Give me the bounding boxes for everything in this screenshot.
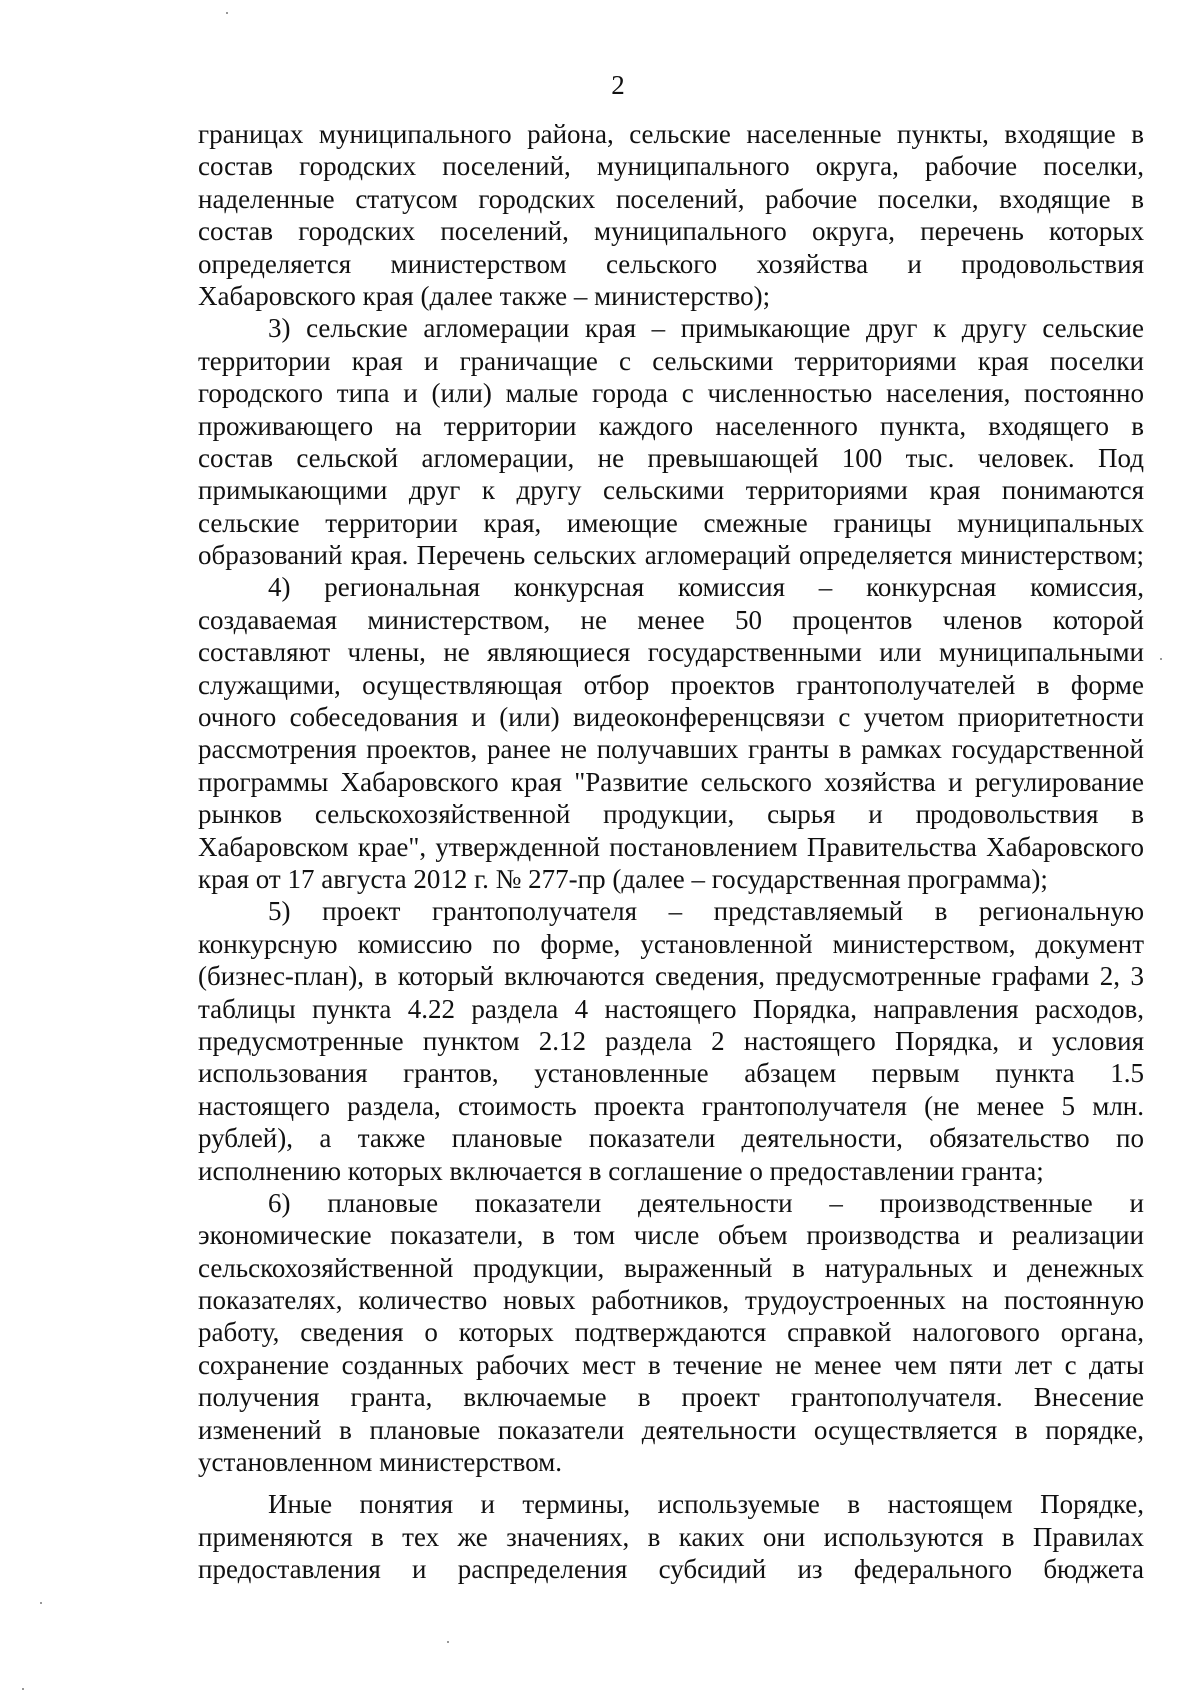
text-line: территории края и граничащие с сельскими территориями края поселки [198, 345, 1144, 376]
text-line: составляют члены, не являющиеся государственными или муниципальными [198, 637, 1144, 668]
paragraph-final-start: Иные понятия и термины, используемые в настоящем Порядке, [268, 1489, 1144, 1520]
text-line: городского типа и (или) малые города с численностью населения, постоянно [198, 378, 1144, 409]
scan-speck [22, 1688, 24, 1690]
text-line: рынков сельскохозяйственной продукции, сырья и продовольствия в [198, 799, 1144, 830]
paragraph-4-start: 4) региональная конкурсная комиссия – конкурсная комиссия, [268, 572, 1144, 603]
scan-speck [40, 1602, 42, 1604]
text-line: (бизнес-план), в который включаются сведения, предусмотренные графами 2, 3 [198, 961, 1144, 992]
text-line: настоящего раздела, стоимость проекта грантополучателя (не менее 5 млн. [198, 1090, 1144, 1121]
text-line: сельскохозяйственной продукции, выраженный в натуральных и денежных [198, 1252, 1144, 1283]
scan-speck [1160, 658, 1162, 660]
document-body [198, 118, 1144, 1586]
text-line: исполнению которых включается в соглашение о предоставлении гранта; [198, 1155, 1044, 1186]
text-line: сельские территории края, имеющие смежные границы муниципальных [198, 507, 1144, 538]
page-number: 2 [611, 70, 625, 100]
text-line: конкурсную комиссию по форме, установленной министерством, документ [198, 928, 1144, 959]
text-line: использования грантов, установленные абзацем первым пункта 1.5 [198, 1058, 1144, 1089]
text-line: очного собеседования и (или) видеоконференцсвязи с учетом приоритетности [198, 702, 1144, 733]
text-line: границах муниципального района, сельские населенные пункты, входящие в [198, 119, 1144, 149]
text-line: предоставления и распределения субсидий из федерального бюджета [198, 1554, 1144, 1585]
text-line: служащими, осуществляющая отбор проектов грантополучателей в форме [198, 669, 1144, 700]
text-line: установленном министерством. [198, 1447, 562, 1478]
text-line: примыкающими друг к другу сельскими территориями края понимаются [198, 475, 1144, 506]
text-line: экономические показатели, в том числе объем производства и реализации [198, 1220, 1144, 1251]
text-line: Хабаровском крае", утвержденной постановлением Правительства Хабаровского [198, 831, 1144, 862]
text-line: Хабаровского края (далее также – министерство); [198, 280, 771, 311]
text-line: определяется министерством сельского хозяйства и продовольствия [198, 248, 1144, 279]
paragraph-3-start: 3) сельские агломерации края – примыкающие друг к другу сельские [268, 313, 1144, 344]
paragraph-5-start: 5) проект грантополучателя – представляемый в региональную [268, 896, 1144, 927]
text-line: предусмотренные пунктом 2.12 раздела 2 настоящего Порядка, и условия [198, 1025, 1144, 1056]
text-line: рублей), а также плановые показатели деятельности, обязательство по [198, 1123, 1144, 1154]
text-line: края от 17 августа 2012 г. № 277-пр (далее – государственная программа); [198, 863, 1048, 894]
paragraph-6-start: 6) плановые показатели деятельности – производственные и [268, 1187, 1144, 1218]
scan-speck [447, 1641, 449, 1643]
text-line: рассмотрения проектов, ранее не получавших гранты в рамках государственной [198, 734, 1144, 765]
text-line: образований края. Перечень сельских агломераций определяется министерством; [198, 540, 1144, 571]
text-line: проживающего на территории каждого населенного пункта, входящего в [198, 410, 1144, 441]
text-line: изменений в плановые показатели деятельности осуществляется в порядке, [198, 1414, 1144, 1445]
text-line: получения гранта, включаемые в проект грантополучателя. Внесение [198, 1382, 1144, 1413]
text-line: работу, сведения о которых подтверждаются справкой налогового органа, [198, 1317, 1144, 1348]
text-line: показателях, количество новых работников, трудоустроенных на постоянную [198, 1285, 1144, 1316]
text-line: наделенные статусом городских поселений, рабочие поселки, входящие в [198, 183, 1144, 214]
text-line: состав городских поселений, муниципального округа, перечень которых [198, 216, 1144, 247]
text-line: состав сельской агломерации, не превышающей 100 тыс. человек. Под [198, 442, 1144, 473]
scan-speck [226, 12, 228, 14]
text-line: сохранение созданных рабочих мест в течение не менее чем пяти лет с даты [198, 1349, 1144, 1380]
text-line: состав городских поселений, муниципального округа, рабочие поселки, [198, 151, 1144, 182]
text-line: программы Хабаровского края "Развитие сельского хозяйства и регулирование [198, 766, 1144, 797]
text-line: применяются в тех же значениях, в каких они используются в Правилах [198, 1521, 1144, 1552]
text-line: таблицы пункта 4.22 раздела 4 настоящего Порядка, направления расходов, [198, 993, 1144, 1024]
text-line: создаваемая министерством, не менее 50 процентов членов которой [198, 604, 1144, 635]
